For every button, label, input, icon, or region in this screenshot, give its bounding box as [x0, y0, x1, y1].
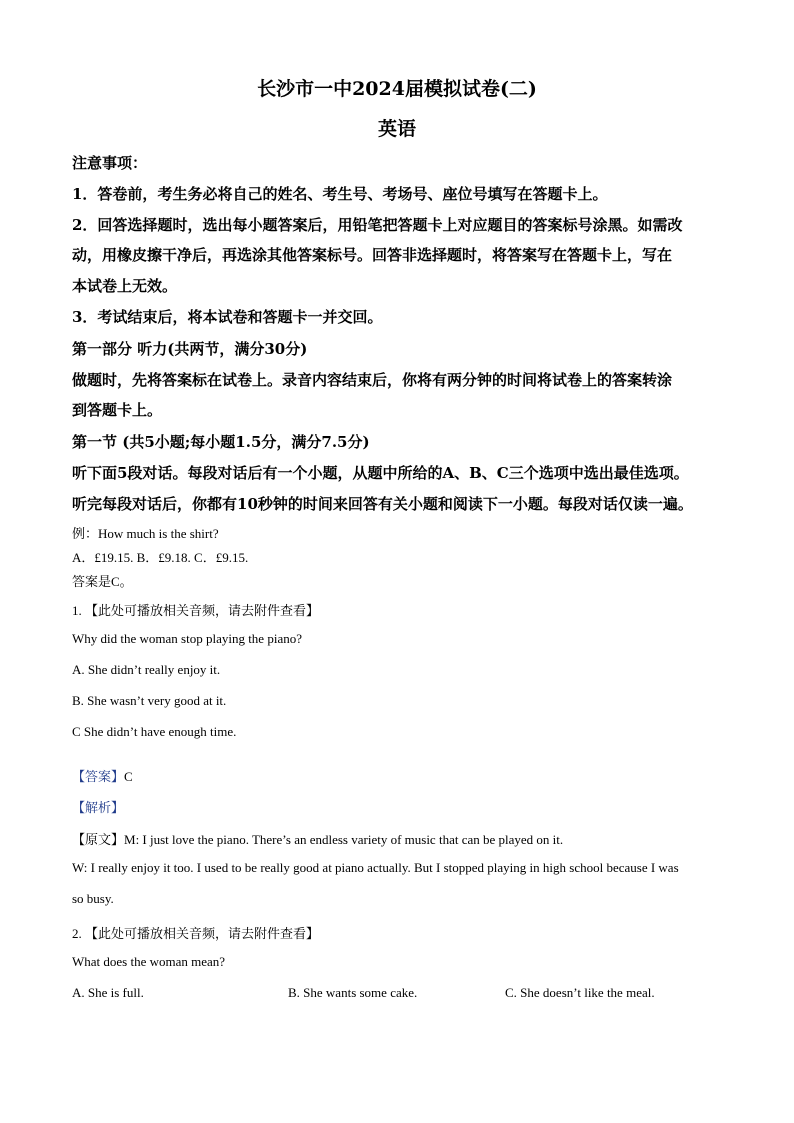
example-answer: 答案是C。 [72, 574, 133, 589]
q2-option-a: A. She is full. [72, 985, 144, 1000]
q1-script-w-line-1: W: I really enjoy it too. I used to be really good at piano actually. But I stopped playing in high school because I was [72, 860, 679, 875]
q1-answer-value: C [124, 769, 133, 784]
q1-answer-label: 【答案】 [72, 769, 125, 784]
q1-option-c: C She didn’t have enough time. [72, 724, 237, 739]
notes-item-1: 1．答卷前，考生务必将自己的姓名、考生号、考场号、座位号填写在答题卡上。 [72, 185, 608, 203]
q1-option-b: B. She wasn’t very good at it. [72, 693, 227, 708]
section1-intro-line-2: 听完每段对话后，你都有10秒钟的时间来回答有关小题和阅读下一小题。每段对话仅读一遍。 [72, 495, 693, 513]
exam-subject: 英语 [377, 118, 416, 140]
part1-heading: 第一部分 听力(共两节，满分30分) [72, 340, 308, 358]
notes-item-3: 3．考试结束后，将本试卷和答题卡一并交回。 [72, 308, 383, 326]
q1-question: Why did the woman stop playing the piano? [72, 631, 302, 646]
section1-heading: 第一节 (共5小题;每小题1.5分，满分7.5分) [72, 433, 370, 451]
q2-number-audio: 2. 【此处可播放相关音频，请去附件查看】 [72, 926, 320, 941]
q1-answer [72, 766, 133, 785]
q1-option-a: A. She didn’t really enjoy it. [72, 662, 221, 677]
notes-item-2-line-3: 本试卷上无效。 [72, 277, 178, 295]
part1-intro-line-1: 做题时，先将答案标在试卷上。录音内容结束后，你将有两分钟的时间将试卷上的答案转涂 [72, 371, 673, 389]
notes-heading: 注意事项： [72, 154, 148, 172]
q1-script-w-line-2: so busy. [72, 891, 114, 906]
q1-number-audio: 1. 【此处可播放相关音频，请去附件查看】 [72, 603, 320, 618]
q2-option-c: C. She doesn’t like the meal. [505, 985, 655, 1000]
q1-analysis-label: 【解析】 [72, 800, 125, 815]
section1-intro-line-1: 听下面5段对话。每段对话后有一个小题，从题中所给的A、B、C三个选项中选出最佳选项。 [72, 464, 689, 482]
q1-script-m [72, 829, 563, 848]
q1-script-label: 【原文】 [72, 832, 125, 847]
part1-intro-line-2: 到答题卡上。 [72, 401, 163, 419]
notes-item-2-line-1: 2．回答选择题时，选出每小题答案后，用铅笔把答题卡上对应题目的答案标号涂黑。如需改 [72, 216, 683, 234]
example-options: A．£19.15. B．£9.18. C．£9.15. [72, 550, 249, 565]
notes-item-2-line-2: 动，用橡皮擦干净后，再选涂其他答案标号。回答非选择题时，将答案写在答题卡上，写在 [72, 246, 673, 264]
q2-question: What does the woman mean? [72, 954, 226, 969]
exam-title: 长沙市一中2024届模拟试卷(二) [257, 78, 537, 100]
q2-option-b: B. She wants some cake. [288, 985, 418, 1000]
q1-script-m-text: M: I just love the piano. There’s an endless variety of music that can be played on it. [124, 832, 564, 847]
example-question: 例：How much is the shirt? [72, 526, 219, 541]
